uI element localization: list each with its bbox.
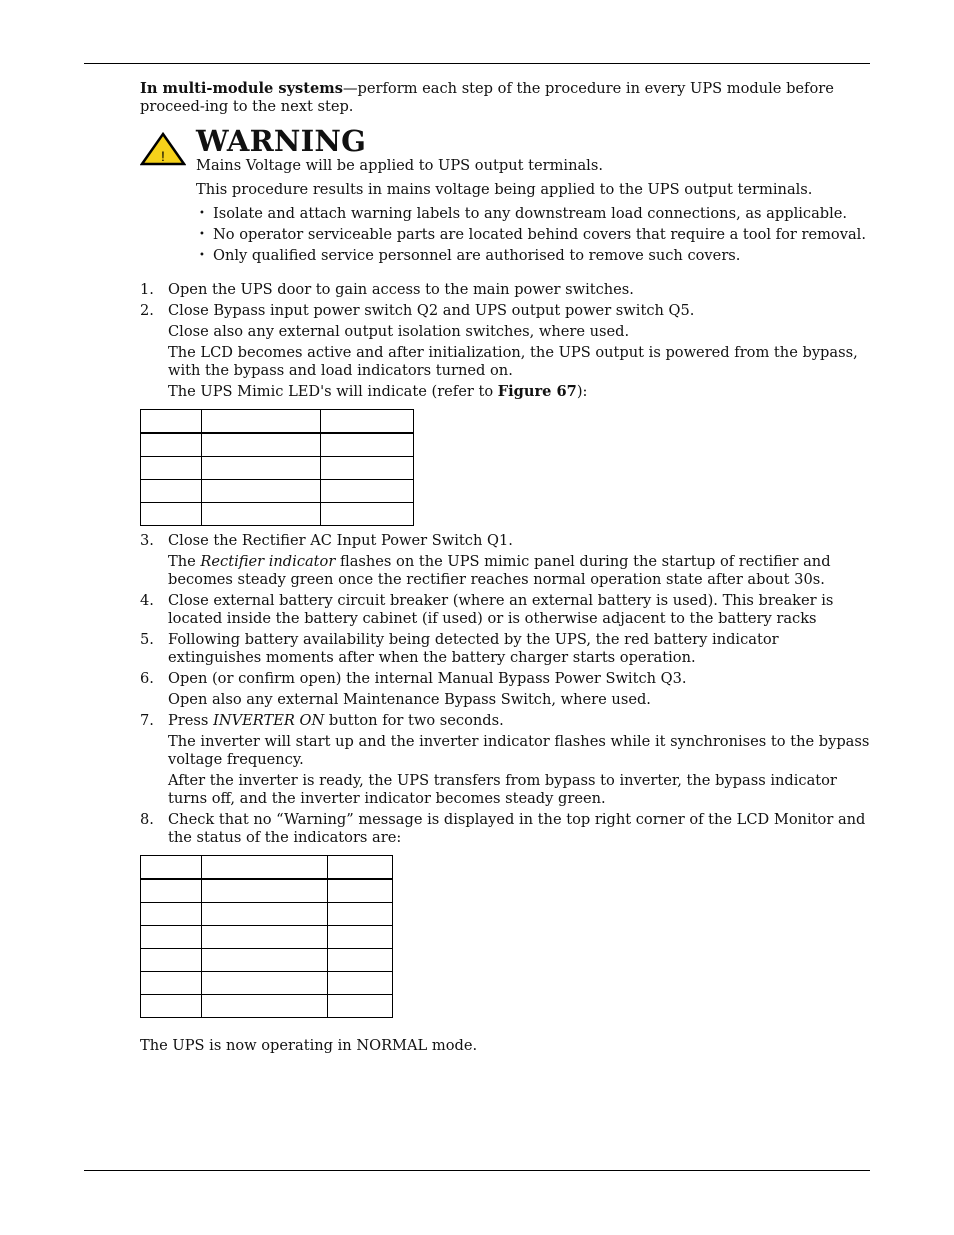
step-note: After the inverter is ready, the UPS transfers from bypass to inverter, the bypass indicator turns off, and the inverter indicator becomes steady green.	[168, 772, 837, 807]
table-cell	[328, 879, 393, 903]
table-cell	[321, 503, 414, 526]
table-cell	[201, 995, 327, 1018]
step-3	[140, 532, 872, 589]
table-cell	[328, 972, 393, 995]
step-number: 3.	[140, 532, 154, 549]
table-cell	[141, 480, 202, 503]
warning-bullet: • Only qualified service personnel are authorised to remove such covers.	[196, 247, 876, 268]
table-cell	[321, 480, 414, 503]
procedure-steps	[140, 281, 872, 1024]
step-5	[140, 631, 872, 667]
table-row	[141, 480, 414, 503]
table-row	[141, 903, 393, 926]
step-4	[140, 592, 872, 628]
table-row	[141, 995, 393, 1018]
indicator-table-2	[140, 855, 393, 1018]
table-cell	[141, 503, 202, 526]
table-cell	[328, 949, 393, 972]
intro-text: —perform each step of the procedure in every UPS module before proceed-ing to the next step.	[140, 80, 834, 115]
table-cell	[141, 433, 202, 457]
table-cell	[141, 995, 202, 1018]
step-number: 2.	[140, 302, 154, 319]
step-text: Check that no “Warning” message is displayed in the top right corner of the LCD Monitor and the status of the indicators are:	[168, 811, 866, 846]
intro-paragraph	[140, 80, 872, 116]
table-cell	[141, 410, 202, 434]
warning-bullet-list	[196, 205, 876, 268]
table-header-row	[141, 856, 393, 880]
warning-subtitle: Mains Voltage will be applied to UPS output terminals.	[196, 157, 603, 174]
step-number: 7.	[140, 712, 154, 729]
table-cell	[328, 995, 393, 1018]
step-number: 5.	[140, 631, 154, 648]
table-cell	[321, 410, 414, 434]
warning-icon-symbol: !	[161, 148, 165, 164]
step-2	[140, 302, 872, 526]
table-row	[141, 949, 393, 972]
step-text: Close the Rectifier AC Input Power Switch Q1.	[168, 532, 513, 549]
step-text: Open (or confirm open) the internal Manual Bypass Power Switch Q3.	[168, 670, 687, 687]
step-note: The inverter will start up and the inverter indicator flashes while it synchronises to the bypass voltage frequency.	[168, 733, 870, 768]
step-number: 6.	[140, 670, 154, 687]
table-cell	[321, 457, 414, 480]
table-cell	[321, 433, 414, 457]
table-cell	[201, 457, 321, 480]
table-cell	[141, 926, 202, 949]
step-note: The UPS Mimic LED's will indicate (refer to Figure 67):	[168, 383, 588, 400]
step-6	[140, 670, 872, 709]
warning-triangle-icon	[140, 131, 186, 167]
table-cell	[141, 972, 202, 995]
table-cell	[201, 879, 327, 903]
table-cell	[141, 903, 202, 926]
step-text: Press INVERTER ON button for two seconds.	[168, 712, 504, 729]
table-cell	[201, 480, 321, 503]
table-cell	[201, 503, 321, 526]
warning-bullet: • Isolate and attach warning labels to any downstream load connections, as applicable.	[196, 205, 876, 226]
step-note: Close also any external output isolation switches, where used.	[168, 323, 630, 340]
figure-reference: Figure 67	[497, 383, 577, 400]
table-cell	[201, 410, 321, 434]
step-text: Close Bypass input power switch Q2 and UPS output power switch Q5.	[168, 302, 695, 319]
table-cell	[141, 856, 202, 880]
warning-title: WARNING	[196, 124, 367, 158]
table-row	[141, 457, 414, 480]
table-cell	[201, 433, 321, 457]
step-text: Open the UPS door to gain access to the main power switches.	[168, 281, 634, 298]
table-cell	[328, 903, 393, 926]
table-row	[141, 503, 414, 526]
table-cell	[201, 949, 327, 972]
table-cell	[201, 903, 327, 926]
step-text: Close external battery circuit breaker (where an external battery is used). This breaker is located inside the battery cabinet (if used) or is otherwise adjacent to the battery racks	[168, 592, 834, 627]
step-8	[140, 811, 872, 1018]
table-cell	[201, 926, 327, 949]
header-rule	[84, 63, 870, 64]
footer-rule	[84, 1170, 870, 1171]
inverter-on-button-name: INVERTER ON	[213, 712, 325, 729]
table-row	[141, 972, 393, 995]
step-note: The LCD becomes active and after initialization, the UPS output is powered from the bypass, with the bypass and load indicators turned on.	[168, 344, 858, 379]
step-note: The Rectifier indicator flashes on the UPS mimic panel during the startup of rectifier and becomes steady green once the rectifier reaches normal operation state after about 30s.	[168, 553, 831, 588]
table-row	[141, 433, 414, 457]
step-number: 1.	[140, 281, 154, 298]
table-cell	[141, 879, 202, 903]
rectifier-indicator-term: Rectifier indicator	[200, 553, 336, 570]
table-row	[141, 926, 393, 949]
table-row	[141, 879, 393, 903]
step-text: Following battery availability being detected by the UPS, the red battery indicator extinguishes moments after when the battery charger starts operation.	[168, 631, 779, 666]
intro-bold: In multi-module systems	[140, 80, 343, 97]
table-cell	[201, 972, 327, 995]
table-cell	[141, 949, 202, 972]
indicator-table-1	[140, 409, 414, 526]
warning-bullet: • No operator serviceable parts are located behind covers that require a tool for removal.	[196, 226, 876, 247]
table-cell	[328, 856, 393, 880]
closing-statement: The UPS is now operating in NORMAL mode.	[140, 1037, 478, 1054]
step-1	[140, 281, 872, 302]
step-7	[140, 712, 872, 808]
step-number: 4.	[140, 592, 154, 609]
table-cell	[328, 926, 393, 949]
warning-body: This procedure results in mains voltage being applied to the UPS output terminals.	[196, 181, 813, 198]
table-header-row	[141, 410, 414, 434]
table-cell	[201, 856, 327, 880]
step-note: Open also any external Maintenance Bypass Switch, where used.	[168, 691, 651, 708]
step-number: 8.	[140, 811, 154, 828]
table-cell	[141, 457, 202, 480]
